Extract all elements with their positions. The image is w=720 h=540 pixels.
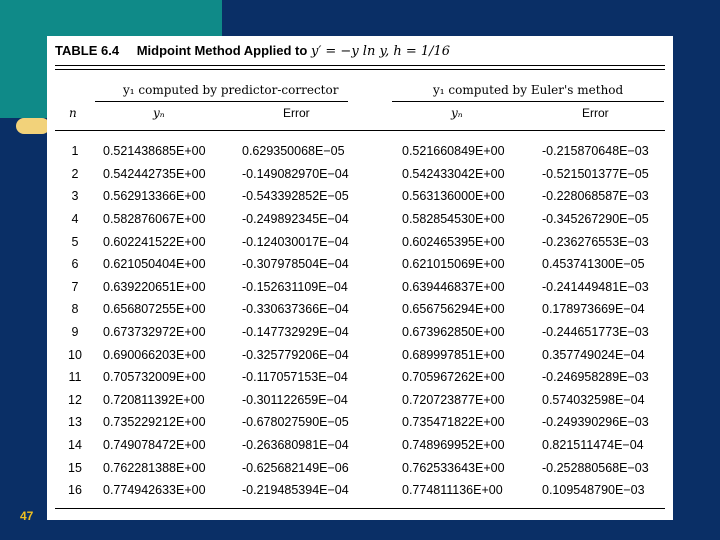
table-row xyxy=(47,366,672,389)
row-n: 8 xyxy=(71,302,79,317)
col-header-n: n xyxy=(69,106,77,120)
row-error-predictor: -0.625682149E−06 xyxy=(242,460,349,475)
table-row xyxy=(47,321,672,344)
row-yn-euler: 0.656756294E+00 xyxy=(402,302,505,317)
row-n: 13 xyxy=(68,415,82,430)
row-error-euler: 0.574032598E−04 xyxy=(542,392,645,407)
row-yn-predictor: 0.582876067E+00 xyxy=(103,212,206,227)
row-yn-predictor: 0.762281388E+00 xyxy=(103,460,206,475)
table-row xyxy=(47,434,672,457)
row-n: 4 xyxy=(71,212,79,227)
row-n: 2 xyxy=(71,166,79,181)
row-yn-euler: 0.542433042E+00 xyxy=(402,166,505,181)
row-error-euler: 0.109548790E−03 xyxy=(542,483,645,498)
row-error-euler: 0.178973669E−04 xyxy=(542,302,645,317)
group-header-euler: y₁ computed by Euler's method xyxy=(433,83,624,97)
table-row xyxy=(47,479,672,502)
row-yn-euler: 0.748969952E+00 xyxy=(402,438,505,453)
row-yn-predictor: 0.720811392E+00 xyxy=(103,392,205,407)
group-header-predictor-corrector: y₁ computed by predictor-corrector xyxy=(123,83,339,97)
row-yn-euler: 0.563136000E+00 xyxy=(402,189,505,204)
row-n: 6 xyxy=(71,257,79,272)
row-yn-predictor: 0.705732009E+00 xyxy=(103,370,206,385)
row-yn-euler: 0.673962850E+00 xyxy=(402,325,505,340)
row-n: 14 xyxy=(68,438,82,453)
row-yn-predictor: 0.542442735E+00 xyxy=(103,166,206,181)
row-yn-predictor: 0.774942633E+00 xyxy=(103,483,206,498)
table-row xyxy=(47,140,672,163)
table-row xyxy=(47,208,672,231)
row-yn-euler: 0.762533643E+00 xyxy=(402,460,505,475)
row-n: 3 xyxy=(71,189,79,204)
row-error-euler: 0.357749024E−04 xyxy=(542,347,645,362)
row-n: 10 xyxy=(68,347,82,362)
table-row xyxy=(47,230,672,253)
row-error-euler: -0.246958289E−03 xyxy=(542,370,649,385)
row-yn-euler: 0.582854530E+00 xyxy=(402,212,505,227)
row-error-predictor: -0.117057153E−04 xyxy=(242,370,348,385)
table-row xyxy=(47,163,672,186)
row-error-predictor: -0.149082970E−04 xyxy=(242,166,349,181)
row-error-euler: 0.821511474E−04 xyxy=(542,438,644,453)
row-yn-predictor: 0.656807255E+00 xyxy=(103,302,206,317)
row-yn-predictor: 0.562913366E+00 xyxy=(103,189,206,204)
row-error-predictor: -0.124030017E−04 xyxy=(242,234,349,249)
row-error-predictor: -0.307978504E−04 xyxy=(242,257,349,272)
row-yn-predictor: 0.690066203E+00 xyxy=(103,347,206,362)
row-error-euler: -0.249390296E−03 xyxy=(542,415,649,430)
row-n: 12 xyxy=(68,392,82,407)
results-table xyxy=(47,140,672,502)
table-row xyxy=(47,276,672,299)
row-error-predictor: -0.249892345E−04 xyxy=(242,212,349,227)
row-yn-predictor: 0.521438685E+00 xyxy=(103,144,206,159)
row-n: 1 xyxy=(71,144,79,159)
row-yn-predictor: 0.621050404E+00 xyxy=(103,257,206,272)
row-yn-euler: 0.774811136E+00 xyxy=(402,483,503,498)
table-title: Midpoint Method Applied to xyxy=(136,43,308,58)
row-error-euler: -0.252880568E−03 xyxy=(542,460,649,475)
row-n: 7 xyxy=(71,279,79,294)
row-error-euler: -0.215870648E−03 xyxy=(542,144,649,159)
row-yn-predictor: 0.673732972E+00 xyxy=(103,325,206,340)
row-error-predictor: -0.543392852E−05 xyxy=(242,189,349,204)
row-yn-euler: 0.689997851E+00 xyxy=(402,347,505,362)
row-error-predictor: -0.301122659E−04 xyxy=(242,392,348,407)
table-row xyxy=(47,389,672,412)
row-error-euler: -0.244651773E−03 xyxy=(542,325,649,340)
row-error-euler: -0.521501377E−05 xyxy=(542,166,649,181)
row-yn-euler: 0.621015069E+00 xyxy=(402,257,505,272)
row-n: 5 xyxy=(71,234,79,249)
row-error-predictor: -0.147732929E−04 xyxy=(242,325,349,340)
col-header-yn-right: yₙ xyxy=(451,106,463,120)
table-row xyxy=(47,298,672,321)
table-tag: TABLE 6.4 xyxy=(55,43,120,58)
row-error-predictor: -0.152631109E−04 xyxy=(242,279,348,294)
table-row xyxy=(47,343,672,366)
slide-number: 47 xyxy=(20,509,34,523)
table-row xyxy=(47,456,672,479)
row-yn-predictor: 0.749078472E+00 xyxy=(103,438,206,453)
row-yn-predictor: 0.639220651E+00 xyxy=(103,279,206,294)
header-rule xyxy=(55,130,665,131)
row-n: 9 xyxy=(71,325,79,340)
group-rule-left xyxy=(95,101,348,102)
top-rule-double xyxy=(55,69,665,70)
top-rule xyxy=(55,65,665,66)
row-yn-predictor: 0.735229212E+00 xyxy=(103,415,206,430)
row-n: 15 xyxy=(68,460,82,475)
row-n: 11 xyxy=(68,370,82,385)
col-header-error-left: Error xyxy=(283,106,310,120)
row-error-predictor: -0.219485394E−04 xyxy=(242,483,349,498)
row-error-predictor: -0.263680981E−04 xyxy=(242,438,349,453)
row-error-euler: -0.345267290E−05 xyxy=(542,212,649,227)
row-yn-euler: 0.521660849E+00 xyxy=(402,144,505,159)
row-error-euler: -0.236276553E−03 xyxy=(542,234,649,249)
row-yn-predictor: 0.602241522E+00 xyxy=(103,234,206,249)
table-row xyxy=(47,185,672,208)
row-yn-euler: 0.705967262E+00 xyxy=(402,370,505,385)
table-row xyxy=(47,253,672,276)
row-error-euler: -0.228068587E−03 xyxy=(542,189,649,204)
row-yn-euler: 0.720723877E+00 xyxy=(402,392,505,407)
bottom-rule xyxy=(55,508,665,509)
col-header-yn-left: yₙ xyxy=(153,106,165,120)
col-header-error-right: Error xyxy=(582,106,609,120)
row-error-euler: 0.453741300E−05 xyxy=(542,257,645,272)
row-n: 16 xyxy=(68,483,82,498)
row-error-predictor: -0.330637366E−04 xyxy=(242,302,349,317)
row-error-predictor: -0.325779206E−04 xyxy=(242,347,349,362)
table-page xyxy=(47,36,673,520)
row-yn-euler: 0.602465395E+00 xyxy=(402,234,505,249)
row-yn-euler: 0.639446837E+00 xyxy=(402,279,505,294)
row-error-euler: -0.241449481E−03 xyxy=(542,279,649,294)
table-equation: y′ = −y ln y, h = 1/16 xyxy=(310,44,451,59)
row-error-predictor: 0.629350068E−05 xyxy=(242,144,345,159)
table-title-row xyxy=(55,43,450,59)
row-error-predictor: -0.678027590E−05 xyxy=(242,415,349,430)
table-row xyxy=(47,411,672,434)
group-rule-right xyxy=(392,101,664,102)
yellow-accent-pill xyxy=(16,118,50,134)
row-yn-euler: 0.735471822E+00 xyxy=(402,415,505,430)
